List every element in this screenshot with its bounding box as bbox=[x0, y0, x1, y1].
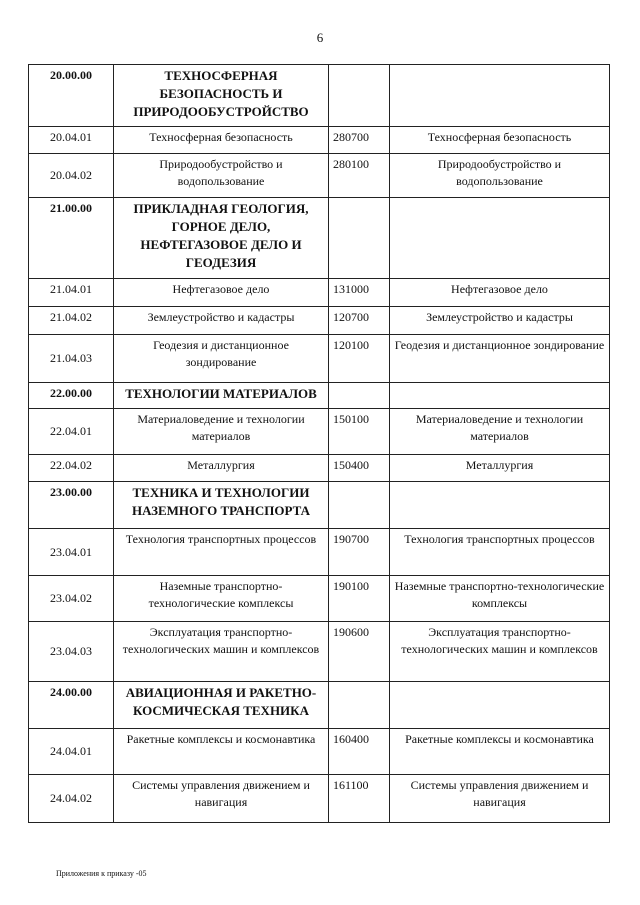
name-cell: Природообустройство и водопользование bbox=[390, 154, 610, 198]
title-cell: ТЕХНОЛОГИИ МАТЕРИАЛОВ bbox=[114, 383, 329, 409]
code-cell: 21.04.02 bbox=[29, 307, 114, 335]
title-cell: Металлургия bbox=[114, 455, 329, 482]
code-cell: 20.04.01 bbox=[29, 127, 114, 154]
title-cell: Природообустройство и водопользование bbox=[114, 154, 329, 198]
code-cell: 23.04.01 bbox=[29, 529, 114, 576]
code-cell: 23.04.02 bbox=[29, 576, 114, 622]
number-cell bbox=[329, 383, 390, 409]
table-row bbox=[29, 482, 610, 529]
title-cell: ТЕХНОСФЕРНАЯ БЕЗОПАСНОСТЬ И ПРИРОДООБУСТРОЙСТВО bbox=[114, 65, 329, 127]
title-cell: Технология транспортных процессов bbox=[114, 529, 329, 576]
title-cell: Геодезия и дистанционное зондирование bbox=[114, 335, 329, 383]
number-cell: 150400 bbox=[329, 455, 390, 482]
code-cell: 23.04.03 bbox=[29, 622, 114, 682]
name-cell: Эксплуатация транспортно-технологических машин и комплексов bbox=[390, 622, 610, 682]
name-cell: Системы управления движением и навигация bbox=[390, 775, 610, 823]
table-row bbox=[29, 335, 610, 383]
table-row bbox=[29, 65, 610, 127]
code-cell: 21.04.03 bbox=[29, 335, 114, 383]
number-cell: 280700 bbox=[329, 127, 390, 154]
name-cell bbox=[390, 65, 610, 127]
table-row bbox=[29, 455, 610, 482]
name-cell: Геодезия и дистанционное зондирование bbox=[390, 335, 610, 383]
number-cell: 190600 bbox=[329, 622, 390, 682]
table-row bbox=[29, 127, 610, 154]
number-cell: 120100 bbox=[329, 335, 390, 383]
specialties-table bbox=[28, 64, 610, 823]
table-row bbox=[29, 682, 610, 729]
code-cell: 24.04.01 bbox=[29, 729, 114, 775]
table-row bbox=[29, 622, 610, 682]
name-cell: Наземные транспортно-технологические комплексы bbox=[390, 576, 610, 622]
title-cell: Нефтегазовое дело bbox=[114, 279, 329, 307]
name-cell: Технология транспортных процессов bbox=[390, 529, 610, 576]
name-cell: Ракетные комплексы и космонавтика bbox=[390, 729, 610, 775]
number-cell: 161100 bbox=[329, 775, 390, 823]
name-cell bbox=[390, 198, 610, 279]
name-cell bbox=[390, 383, 610, 409]
code-cell: 24.04.02 bbox=[29, 775, 114, 823]
code-cell: 21.04.01 bbox=[29, 279, 114, 307]
table-row bbox=[29, 729, 610, 775]
title-cell: Эксплуатация транспортно-технологических машин и комплексов bbox=[114, 622, 329, 682]
table-row bbox=[29, 775, 610, 823]
page-number: 6 bbox=[316, 30, 324, 45]
number-cell bbox=[329, 198, 390, 279]
name-cell: Нефтегазовое дело bbox=[390, 279, 610, 307]
number-cell: 120700 bbox=[329, 307, 390, 335]
table-row bbox=[29, 409, 610, 455]
title-cell: Материаловедение и технологии материалов bbox=[114, 409, 329, 455]
code-cell: 24.00.00 bbox=[29, 682, 114, 729]
number-cell bbox=[329, 482, 390, 529]
name-cell: Техносферная безопасность bbox=[390, 127, 610, 154]
number-cell: 150100 bbox=[329, 409, 390, 455]
title-cell: АВИАЦИОННАЯ И РАКЕТНО-КОСМИЧЕСКАЯ ТЕХНИКА bbox=[114, 682, 329, 729]
number-cell bbox=[329, 65, 390, 127]
number-cell: 190100 bbox=[329, 576, 390, 622]
code-cell: 21.00.00 bbox=[29, 198, 114, 279]
title-cell: Техносферная безопасность bbox=[114, 127, 329, 154]
name-cell: Материаловедение и технологии материалов bbox=[390, 409, 610, 455]
table-row bbox=[29, 279, 610, 307]
code-cell: 20.04.02 bbox=[29, 154, 114, 198]
table-row bbox=[29, 198, 610, 279]
table-row bbox=[29, 154, 610, 198]
table-row bbox=[29, 307, 610, 335]
code-cell: 22.04.01 bbox=[29, 409, 114, 455]
table-row bbox=[29, 529, 610, 576]
number-cell bbox=[329, 682, 390, 729]
code-cell: 22.04.02 bbox=[29, 455, 114, 482]
title-cell: Ракетные комплексы и космонавтика bbox=[114, 729, 329, 775]
code-cell: 22.00.00 bbox=[29, 383, 114, 409]
name-cell: Землеустройство и кадастры bbox=[390, 307, 610, 335]
code-cell: 20.00.00 bbox=[29, 65, 114, 127]
name-cell bbox=[390, 482, 610, 529]
name-cell: Металлургия bbox=[390, 455, 610, 482]
number-cell: 280100 bbox=[329, 154, 390, 198]
title-cell: Наземные транспортно-технологические комплексы bbox=[114, 576, 329, 622]
table-row bbox=[29, 383, 610, 409]
title-cell: ПРИКЛАДНАЯ ГЕОЛОГИЯ, ГОРНОЕ ДЕЛО, НЕФТЕГАЗОВОЕ ДЕЛО И ГЕОДЕЗИЯ bbox=[114, 198, 329, 279]
table-row bbox=[29, 576, 610, 622]
number-cell: 131000 bbox=[329, 279, 390, 307]
name-cell bbox=[390, 682, 610, 729]
code-cell: 23.00.00 bbox=[29, 482, 114, 529]
title-cell: ТЕХНИКА И ТЕХНОЛОГИИ НАЗЕМНОГО ТРАНСПОРТА bbox=[114, 482, 329, 529]
title-cell: Землеустройство и кадастры bbox=[114, 307, 329, 335]
number-cell: 190700 bbox=[329, 529, 390, 576]
number-cell: 160400 bbox=[329, 729, 390, 775]
footer-note: Приложения к приказу -05 bbox=[56, 869, 147, 878]
title-cell: Системы управления движением и навигация bbox=[114, 775, 329, 823]
